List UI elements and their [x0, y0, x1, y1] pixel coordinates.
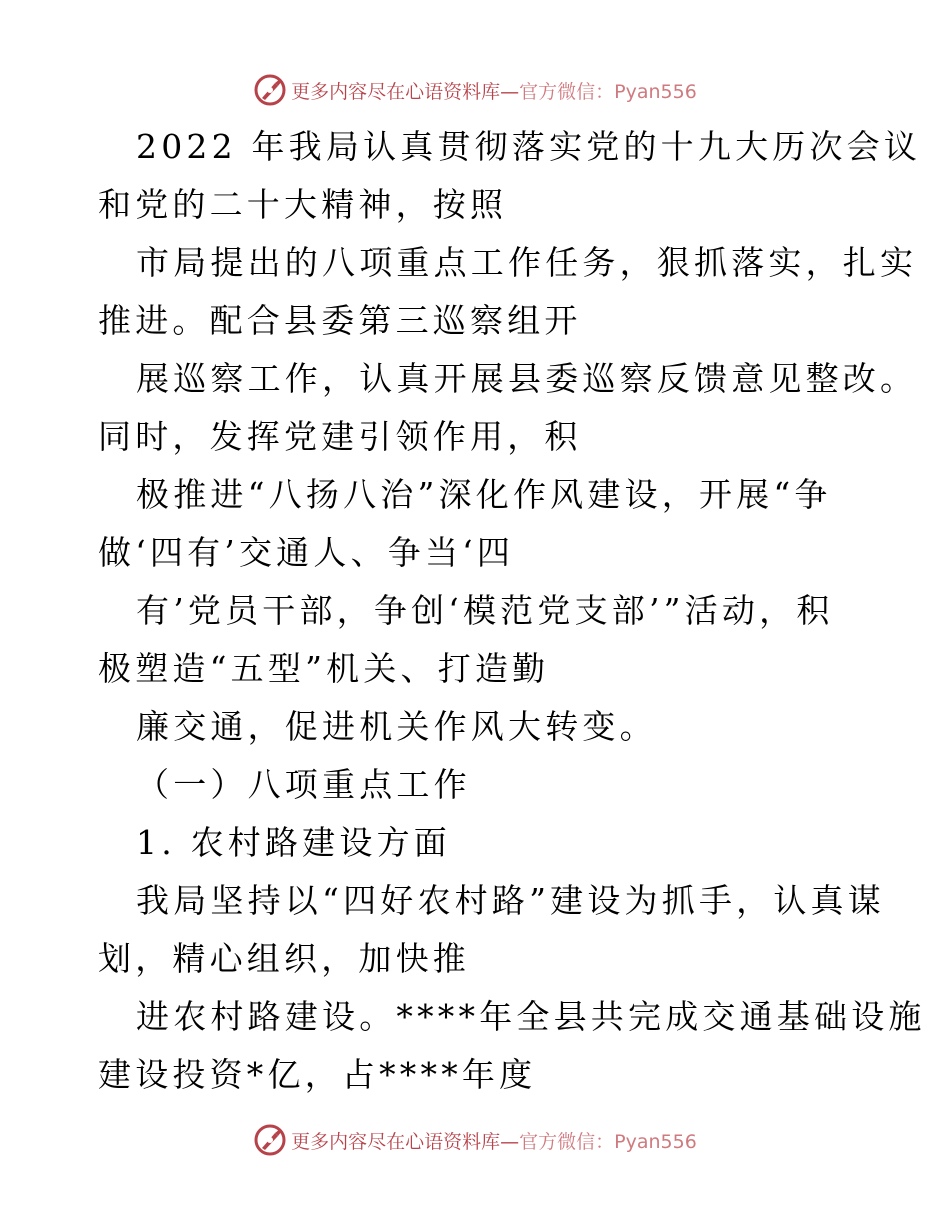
- text-line: 2022 年我局认真贯彻落实党的十九大历次会议: [136, 127, 922, 166]
- watermark-banner-top: [0, 70, 950, 110]
- text-line: 同时，发挥党建引领作用，积: [98, 417, 582, 456]
- watermark-text: [291, 1127, 697, 1154]
- watermark-wechat: 官方微信：Pyan556: [519, 80, 697, 103]
- text-line: 我局坚持以“四好农村路”建设为抓手，认真谋: [136, 881, 885, 920]
- text-line: 极推进“八扬八治”深化作风建设，开展“争: [136, 475, 832, 514]
- text-line: 极塑造“五型”机关、打造勤: [98, 649, 550, 688]
- text-line: 推进。配合县委第三巡察组开: [98, 301, 582, 340]
- pen-logo-icon: [253, 1123, 287, 1157]
- section-heading: （一）八项重点工作: [136, 765, 471, 804]
- text-line: 划，精心组织，加快推: [98, 939, 470, 978]
- text-line: 建设投资*亿，占****年度: [98, 1055, 537, 1094]
- text-line: 市局提出的八项重点工作任务，狠抓落实，扎实: [136, 243, 918, 282]
- document-body: [98, 118, 926, 1104]
- text-line: 展巡察工作，认真开展县委巡察反馈意见整改。: [136, 359, 918, 398]
- text-line: 有’党员干部，争创‘模范党支部’”活动，积: [136, 591, 834, 630]
- text-line: 廉交通，促进机关作风大转变。: [136, 707, 657, 746]
- watermark-site: 更多内容尽在心语资料库: [291, 80, 501, 103]
- watermark-wechat: 官方微信：Pyan556: [519, 1130, 697, 1153]
- text-line: 做‘四有’交通人、争当‘四: [98, 533, 515, 572]
- subsection-heading: 1. 农村路建设方面: [136, 823, 451, 862]
- watermark-separator: —: [500, 1130, 520, 1153]
- watermark-text: [291, 77, 697, 104]
- pen-logo-icon: [253, 73, 287, 107]
- text-line: 和党的二十大精神，按照: [98, 185, 508, 224]
- watermark-site: 更多内容尽在心语资料库: [291, 1130, 501, 1153]
- text-line: 进农村路建设。****年全县共完成交通基础设施: [136, 997, 926, 1036]
- watermark-separator: —: [500, 80, 520, 103]
- watermark-banner-bottom: [0, 1120, 950, 1160]
